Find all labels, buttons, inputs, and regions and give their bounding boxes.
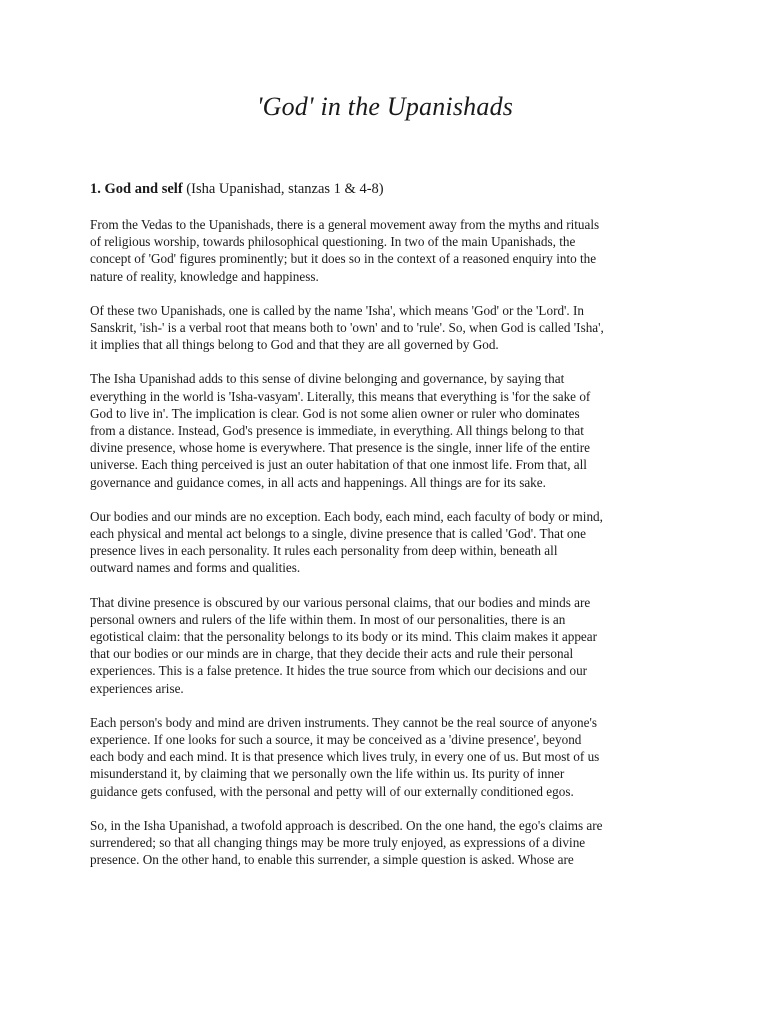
paragraph xyxy=(90,594,680,697)
paragraph-line: experiences. This is a false pretence. It hides the true source from which our decisions and our xyxy=(90,663,588,679)
paragraph xyxy=(90,216,680,285)
paragraph-line: presence lives in each personality. It rules each personality from deep within, beneath all xyxy=(90,543,558,559)
paragraph-line: guidance gets confused, with the personal and petty will of our externally conditioned egos. xyxy=(90,783,574,799)
paragraph xyxy=(90,714,680,800)
paragraph-line: everything in the world is 'Isha-vasyam'. Literally, this means that everything is 'for the sake of xyxy=(90,388,591,404)
paragraph xyxy=(90,508,680,577)
paragraph-line: God to live in'. The implication is clear. God is not some alien owner or ruler who dominates xyxy=(90,405,580,421)
paragraph-line: egotistical claim: that the personality belongs to its body or its mind. This claim makes it appear xyxy=(90,629,598,645)
paragraph xyxy=(90,370,680,490)
paragraph-line: each body and each mind. It is that presence which lives truly, in every one of us. But most of us xyxy=(90,749,600,765)
paragraph-line: it implies that all things belong to God and that they are all governed by God. xyxy=(90,337,499,353)
paragraph-line: surrendered; so that all changing things may be more truly enjoyed, as expressions of a divine xyxy=(90,835,586,851)
paragraph-line: experiences arise. xyxy=(90,680,184,696)
section-subtitle: (Isha Upanishad, stanzas 1 & 4-8) xyxy=(186,181,384,197)
paragraph-line: from a distance. Instead, God's presence is immediate, in everything. All things belong to that xyxy=(90,423,584,439)
paragraph xyxy=(90,302,680,354)
paragraph-line: nature of reality, knowledge and happiness. xyxy=(90,268,319,284)
paragraph xyxy=(90,817,680,869)
paragraph-line: universe. Each thing perceived is just an outer habitation of that one inmost life. From that, all xyxy=(90,457,587,473)
document-page xyxy=(90,0,680,1024)
paragraph-line: presence. On the other hand, to enable this surrender, a simple question is asked. Whose are xyxy=(90,852,574,868)
section-heading xyxy=(90,180,680,198)
paragraph-line: governance and guidance comes, in all acts and happenings. All things are for its sake. xyxy=(90,474,546,490)
paragraph-line: concept of 'God' figures prominently; but it does so in the context of a reasoned enquiry into the xyxy=(90,251,597,267)
paragraph-line: From the Vedas to the Upanishads, there is a general movement away from the myths and rituals xyxy=(90,217,600,232)
paragraph-line: So, in the Isha Upanishad, a twofold approach is described. On the one hand, the ego's claims are xyxy=(90,817,603,833)
paragraph-line: divine presence, whose home is everywhere. That presence is the single, inner life of the entire xyxy=(90,440,590,456)
paragraph-line: Sanskrit, 'ish-' is a verbal root that means both to 'own' and to 'rule'. So, when God is called 'Isha', xyxy=(90,320,604,336)
paragraph-line: The Isha Upanishad adds to this sense of divine belonging and governance, by saying that xyxy=(90,371,565,387)
paragraph-line: That divine presence is obscured by our various personal claims, that our bodies and minds are xyxy=(90,594,591,610)
paragraph-line: Our bodies and our minds are no exception. Each body, each mind, each faculty of body or mind, xyxy=(90,508,603,524)
paragraph-line: of religious worship, towards philosophical questioning. In two of the main Upanishads, the xyxy=(90,234,576,250)
paragraph-line: Each person's body and mind are driven instruments. They cannot be the real source of anyone's xyxy=(90,714,597,730)
paragraph-line: that our bodies or our minds are in charge, that they decide their acts and rule their personal xyxy=(90,646,574,662)
paragraph-line: misunderstand it, by claiming that we personally own the life within us. Its purity of inner xyxy=(90,766,565,782)
section-title: 1. God and self xyxy=(90,181,183,197)
paragraph-line: each physical and mental act belongs to a single, divine presence that is called 'God'. That one xyxy=(90,526,586,542)
paragraph-line: Of these two Upanishads, one is called by the name 'Isha', which means 'God' or the 'Lord'. In xyxy=(90,302,585,318)
paragraph-line: personal owners and rulers of the life within them. In most of our personalities, there is an xyxy=(90,611,566,627)
body-text xyxy=(90,216,680,886)
paragraph-line: outward names and forms and qualities. xyxy=(90,560,301,576)
paragraph-line: experience. If one looks for such a source, it may be conceived as a 'divine presence', beyond xyxy=(90,732,582,748)
document-title: 'God' in the Upanishads xyxy=(256,92,514,121)
